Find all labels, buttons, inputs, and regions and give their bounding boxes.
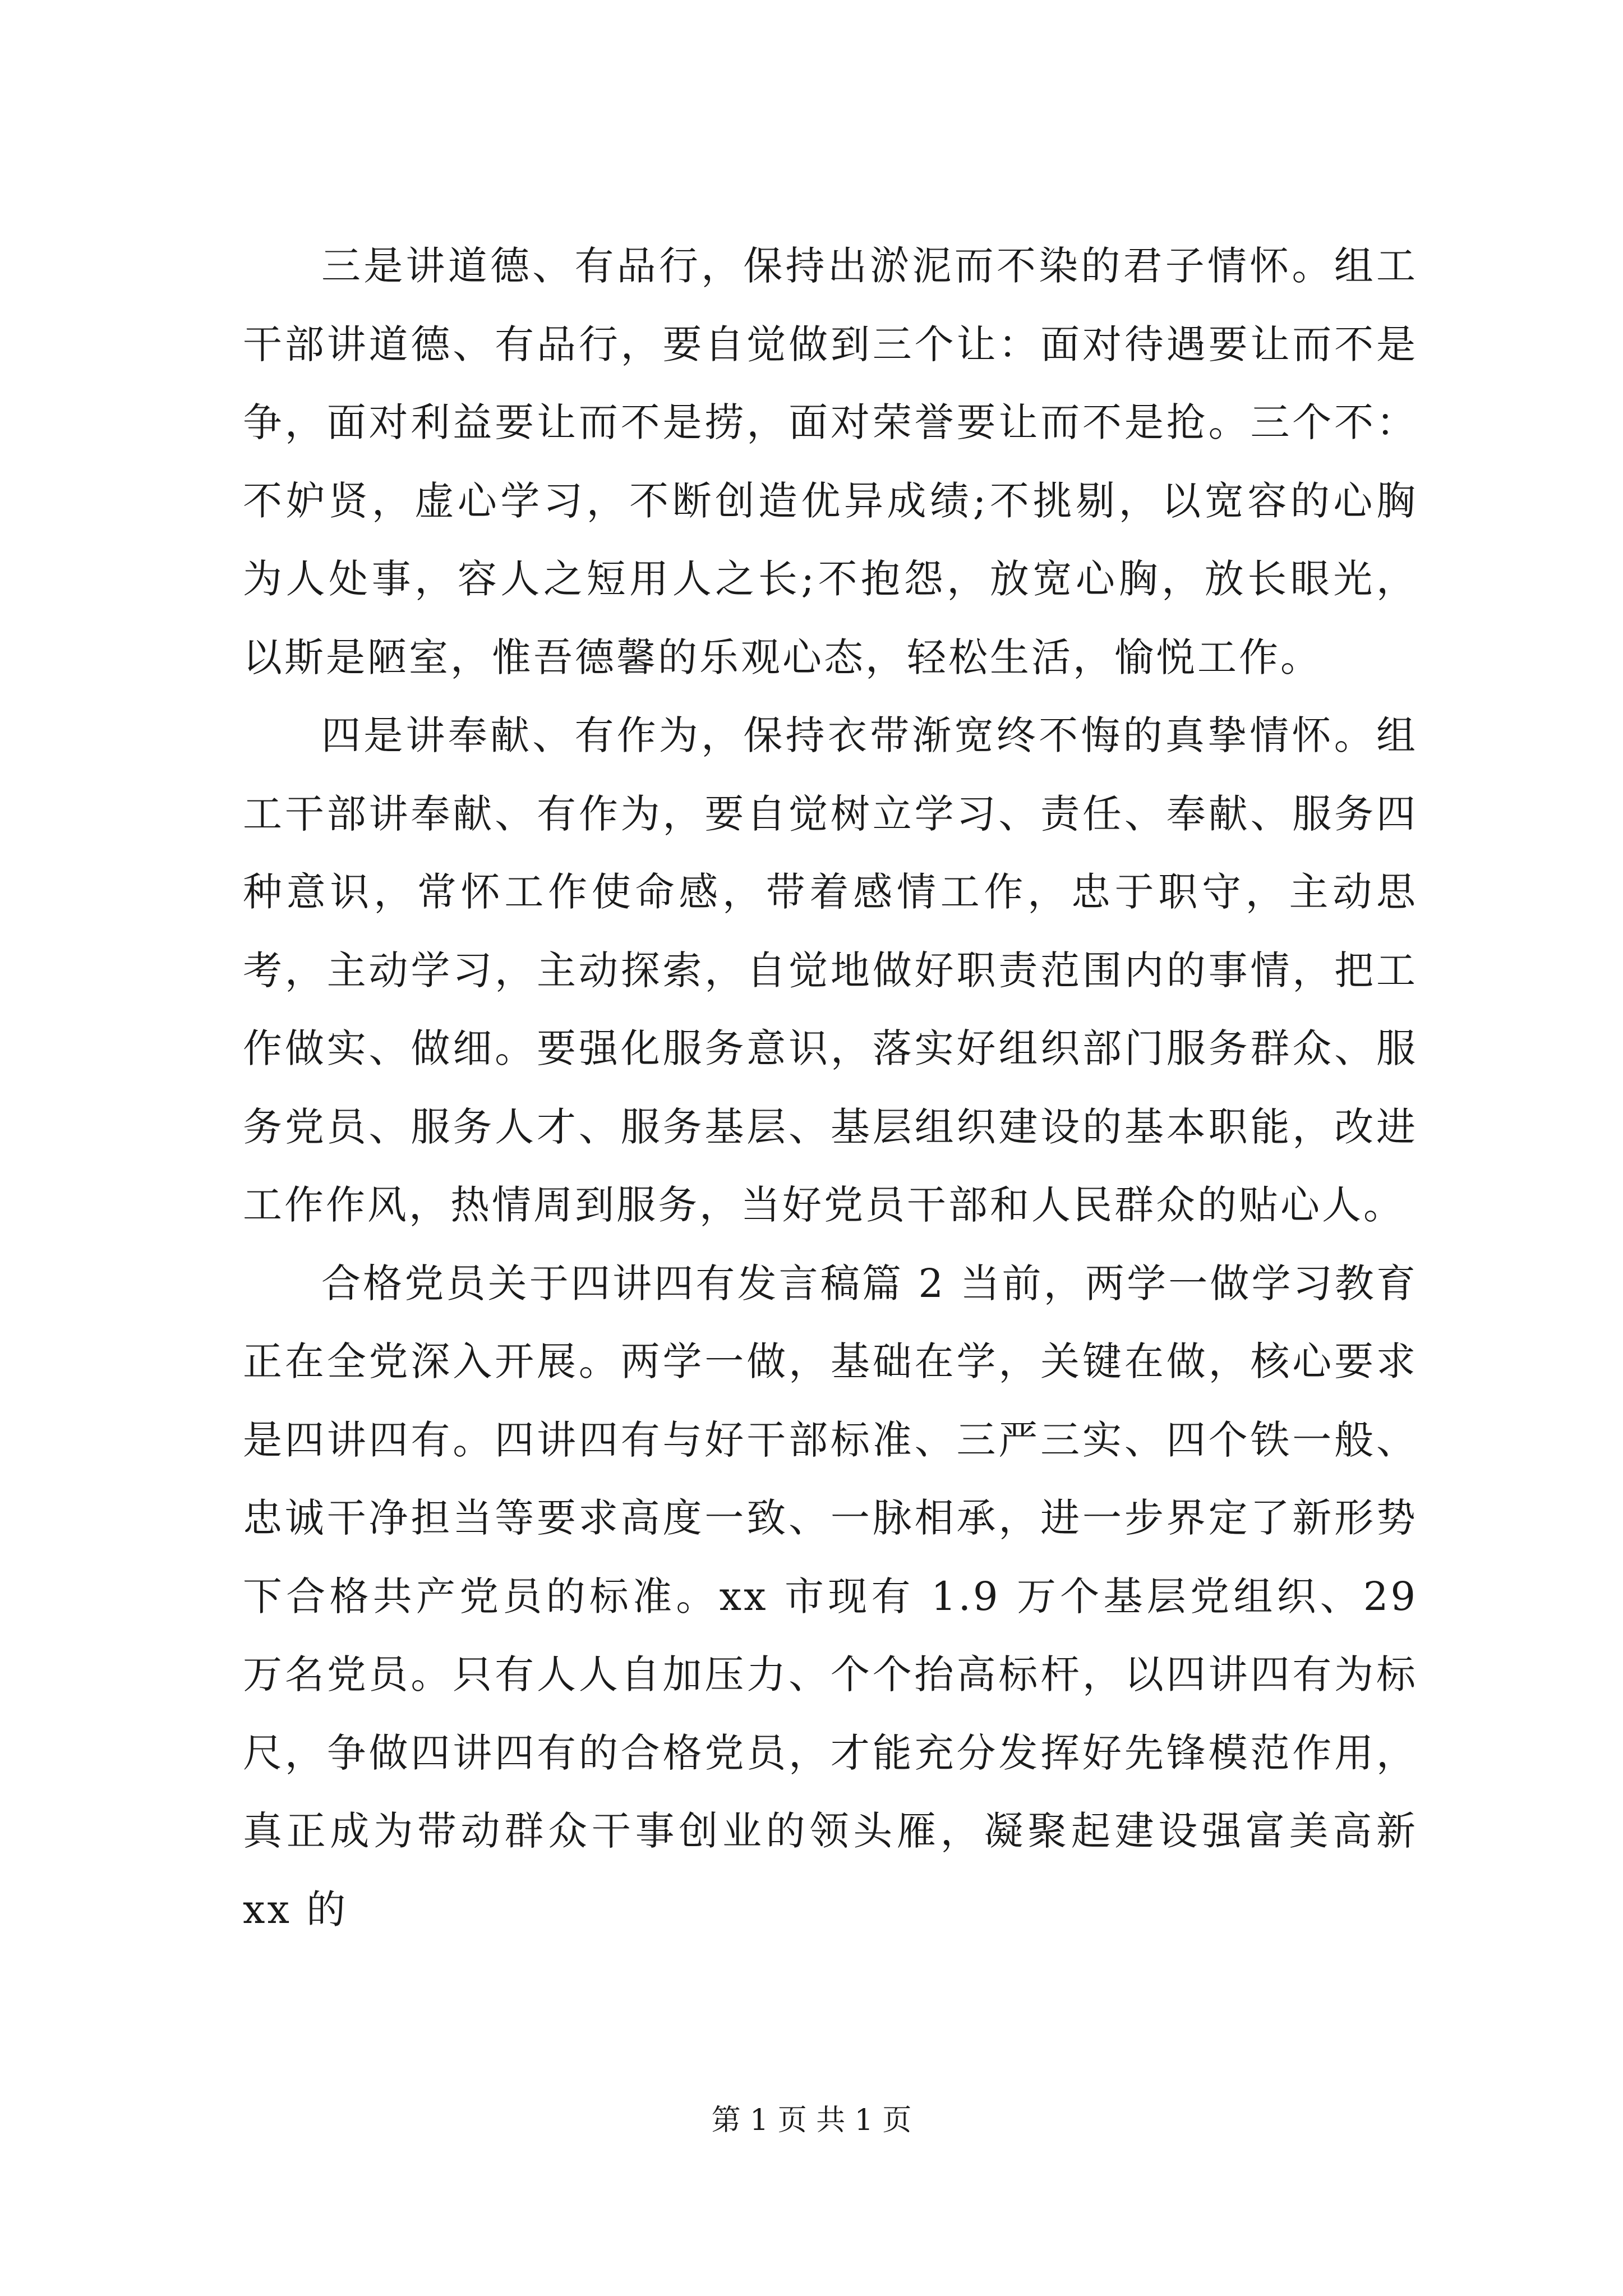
paragraph-1: 三是讲道德、有品行，保持出淤泥而不染的君子情怀。组工干部讲道德、有品行，要自觉做到三个让：面对待遇要让而不是争，面对利益要让而不是捞，面对荣誉要让而不是抢。三个不：不妒贤，虚心学习，不断创造优异成绩;不挑剔，以宽容的心胸为人处事，容人之短用人之长;不抱怨，放宽心胸，放长眼光，以斯是陋室，惟吾德馨的乐观心态，轻松生活，愉悦工作。 (243, 243, 1418, 680)
paragraph-2: 四是讲奉献、有作为，保持衣带渐宽终不悔的真挚情怀。组工干部讲奉献、有作为，要自觉树立学习、责任、奉献、服务四种意识，常怀工作使命感，带着感情工作，忠于职守，主动思考，主动学习，主动探索，自觉地做好职责范围内的事情，把工作做实、做细。要强化服务意识，落实好组织部门服务群众、服务党员、服务人才、服务基层、基层组织建设的基本职能，改进工作作风，热情周到服务，当好党员干部和人民群众的贴心人。 (243, 712, 1418, 1228)
document-body (243, 227, 1418, 1949)
page-footer: 第 1 页 共 1 页 (711, 2104, 912, 2137)
paragraph-3: 合格党员关于四讲四有发言稿篇 2 当前，两学一做学习教育正在全党深入开展。两学一做，基础在学，关键在做，核心要求是四讲四有。四讲四有与好干部标准、三严三实、四个铁一般、忠诚干净担当等要求高度一致、一脉相承，进一步界定了新形势下合格共产党员的标准。xx 市现有 1.9 万个基层党组织、29 万名党员。只有人人自加压力、个个抬高标杆，以四讲四有为标尺，争做四讲四有的合格党员，才能充分发挥好先锋模范作用，真正成为带动群众干事创业的领头雁，凝聚起建设强富美高新 xx 的 (243, 1260, 1418, 1932)
